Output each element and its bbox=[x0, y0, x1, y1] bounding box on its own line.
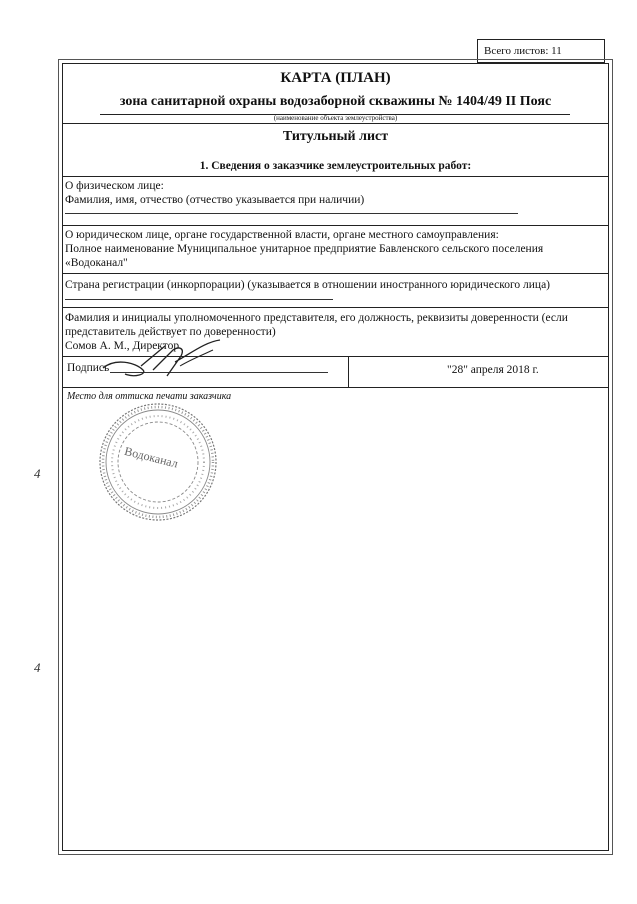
divider bbox=[62, 387, 609, 388]
legal-label: О юридическом лице, органе государственной власти, органе местного самоуправления: bbox=[65, 229, 499, 241]
country-label: Страна регистрации (инкорпорации) (указывается в отношении иностранного юридического лица) bbox=[65, 279, 550, 291]
individual-fio-label: Фамилия, имя, отчество (отчество указывается при наличии) bbox=[65, 194, 365, 206]
divider bbox=[62, 176, 609, 177]
object-name: зона санитарной охраны водозаборной скважины № 1404/49 II Пояс bbox=[119, 94, 552, 109]
divider bbox=[62, 225, 609, 226]
individual-label: О физическом лице: bbox=[65, 180, 164, 192]
divider bbox=[62, 307, 609, 308]
representative-line1: Фамилия и инициалы уполномоченного представителя, его должность, реквизиты доверенности (если bbox=[65, 312, 568, 324]
handwritten-signature bbox=[95, 336, 235, 386]
legal-name-line1: Полное наименование Муниципальное унитарное предприятие Бавленского сельского поселения bbox=[65, 243, 544, 255]
representative-line2: представитель действует по доверенности) bbox=[65, 326, 276, 338]
signature-date: "28" апреля 2018 г. bbox=[447, 364, 539, 376]
sheets-count-label: Всего листов: 11 bbox=[484, 45, 562, 57]
signature-divider bbox=[348, 356, 349, 387]
individual-fio-line bbox=[65, 213, 518, 214]
section1-heading: 1. Сведения о заказчике землеустроительных работ: bbox=[199, 160, 472, 172]
divider bbox=[62, 273, 609, 274]
divider bbox=[62, 123, 609, 124]
stamp-text: Водоканал bbox=[123, 443, 180, 471]
object-caption: (наименование объекта землеустройства) bbox=[273, 114, 398, 122]
margin-mark-2: 4 bbox=[34, 660, 41, 675]
company-stamp bbox=[93, 397, 223, 527]
document-title: КАРТА (ПЛАН) bbox=[280, 70, 391, 86]
legal-name-line2: «Водоканал" bbox=[65, 257, 128, 269]
country-line bbox=[65, 299, 333, 300]
representative-name: Сомов А. М., Директор bbox=[65, 340, 180, 352]
margin-mark-1: 4 bbox=[34, 466, 41, 481]
signature-label: Подпись bbox=[67, 362, 110, 374]
sheets-count-value: 11 bbox=[551, 45, 562, 57]
stamp-place-label: Место для оттиска печати заказчика bbox=[67, 391, 232, 402]
title-sheet-heading: Титульный лист bbox=[282, 129, 389, 144]
